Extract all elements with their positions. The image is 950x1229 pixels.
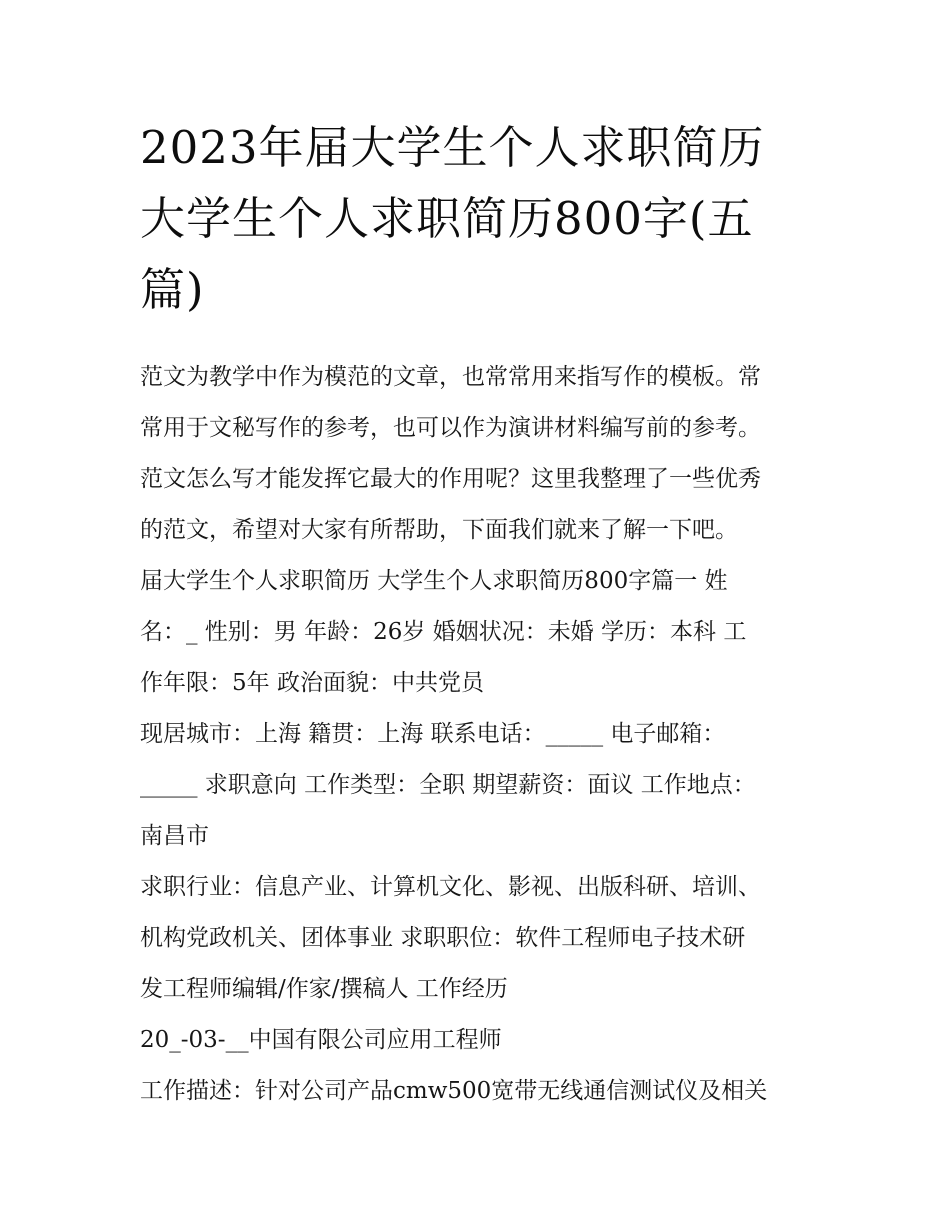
body-line: 南昌市 <box>140 823 209 849</box>
body-line: 的范文，希望对大家有所帮助，下面我们就来了解一下吧。 <box>140 517 738 543</box>
document-title <box>140 112 820 325</box>
title-line: 篇) <box>140 263 205 316</box>
body-line: 届大学生个人求职简历 大学生个人求职简历800字篇一 姓 <box>140 568 728 594</box>
body-line: 求职行业：信息产业、计算机文化、影视、出版科研、培训、 <box>140 874 761 900</box>
body-line: 作年限：5年 政治面貌：中共党员 <box>140 670 484 696</box>
body-line: _____ 求职意向 工作类型：全职 期望薪资：面议 工作地点： <box>140 772 756 798</box>
body-line: 机构党政机关、团体事业 求职职位：软件工程师电子技术研 <box>140 925 746 951</box>
body-line: 范文怎么写才能发挥它最大的作用呢？这里我整理了一些优秀 <box>140 466 761 492</box>
title-line: 大学生个人求职简历800字(五 <box>140 192 754 245</box>
body-line: 工作描述：针对公司产品cmw500宽带无线通信测试仪及相关 <box>140 1078 768 1104</box>
body-line: 发工程师编辑/作家/撰稿人 工作经历 <box>140 976 508 1002</box>
body-line: 名：_ 性别：男 年龄：26岁 婚姻状况：未婚 学历：本科 工 <box>140 619 747 645</box>
document-body <box>140 352 820 1117</box>
title-line: 2023年届大学生个人求职简历 <box>140 121 765 174</box>
body-line: 现居城市：上海 籍贯：上海 联系电话：_____ 电子邮箱： <box>140 721 726 747</box>
body-line: 范文为教学中作为模范的文章，也常常用来指写作的模板。常 <box>140 364 761 390</box>
body-line: 常用于文秘写作的参考，也可以作为演讲材料编写前的参考。 <box>140 415 761 441</box>
body-line: 20_-03-__中国有限公司应用工程师 <box>140 1027 502 1053</box>
